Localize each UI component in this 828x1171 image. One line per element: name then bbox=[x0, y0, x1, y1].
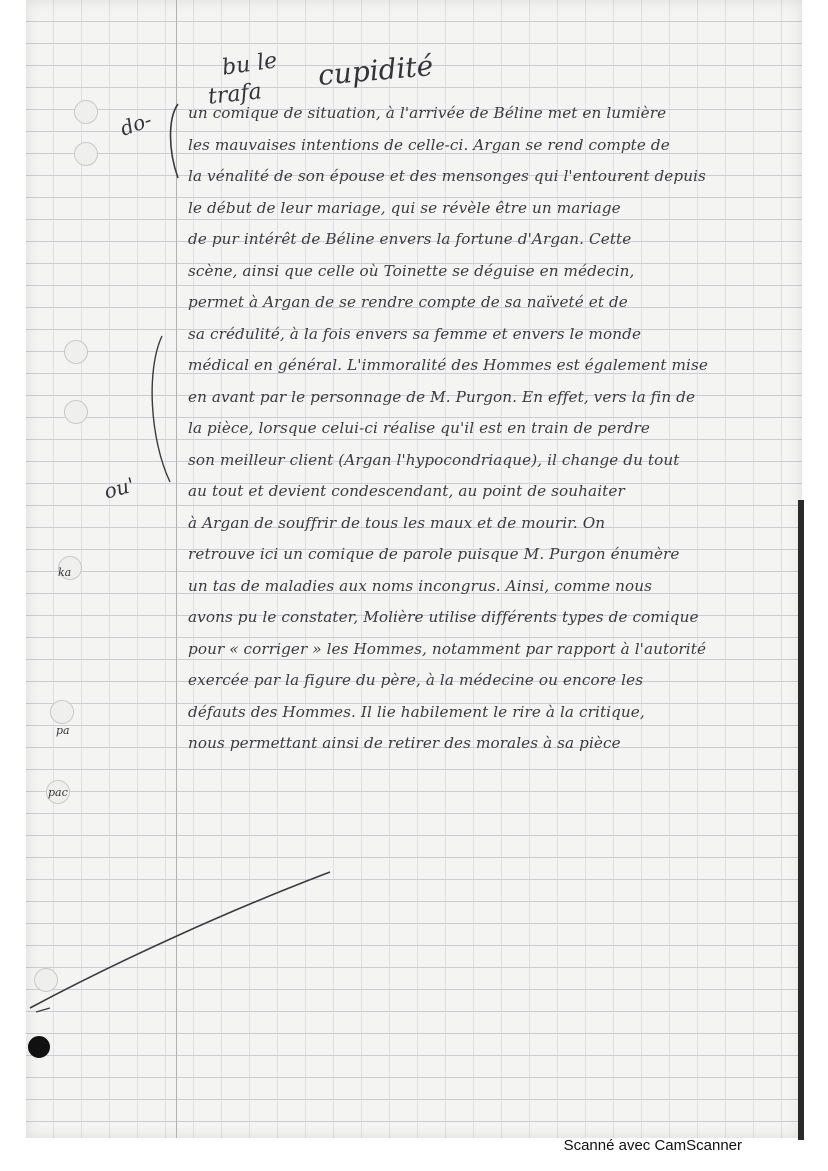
annotation-top-1: bu le bbox=[220, 48, 279, 81]
binder-hole bbox=[64, 340, 88, 364]
annotation-left-4: pa bbox=[56, 724, 70, 737]
text-line: un tas de maladies aux noms incongrus. Ainsi, comme nous bbox=[188, 576, 653, 595]
text-line: nous permettant ainsi de retirer des morales à sa pièce bbox=[188, 734, 621, 752]
text-line: la vénalité de son épouse et des mensonges qui l'entourent depuis bbox=[188, 167, 706, 185]
text-line: les mauvaises intentions de celle-ci. Argan se rend compte de bbox=[188, 135, 670, 154]
annotation-left-5: pac bbox=[48, 786, 68, 799]
annotation-left-3: ka bbox=[58, 566, 72, 579]
text-line: avons pu le constater, Molière utilise différents types de comique bbox=[188, 608, 699, 626]
text-line: son meilleur client (Argan l'hypocondriaque), il change du tout bbox=[188, 450, 680, 469]
binder-hole bbox=[64, 400, 88, 424]
page-edge-shadow bbox=[798, 500, 804, 1140]
binder-hole bbox=[50, 700, 74, 724]
binder-hole bbox=[34, 968, 58, 992]
binder-hole bbox=[74, 100, 98, 124]
text-line: retrouve ici un comique de parole puisque M. Purgon énumère bbox=[188, 545, 680, 563]
text-line: exercée par la figure du père, à la médecine ou encore les bbox=[188, 671, 644, 689]
annotation-left-2: ou' bbox=[101, 472, 138, 504]
annotation-top-3: cupidité bbox=[316, 49, 435, 92]
text-line: un comique de situation, à l'arrivée de Béline met en lumière bbox=[188, 104, 667, 122]
margin-line bbox=[176, 0, 177, 1138]
handwritten-text-body bbox=[188, 98, 796, 760]
text-line: médical en général. L'immoralité des Hommes est également mise bbox=[188, 356, 708, 374]
text-line: le début de leur mariage, qui se révèle être un mariage bbox=[188, 198, 621, 217]
text-line: la pièce, lorsque celui-ci réalise qu'il est en train de perdre bbox=[188, 419, 650, 437]
text-line: permet à Argan de se rendre compte de sa naïveté et de bbox=[188, 293, 628, 311]
scanner-watermark: Scanné avec CamScanner bbox=[563, 1137, 742, 1154]
text-line: pour « corriger » les Hommes, notamment par rapport à l'autorité bbox=[188, 639, 707, 658]
binder-hole-dark bbox=[28, 1036, 50, 1058]
binder-hole bbox=[74, 142, 98, 166]
text-line: en avant par le personnage de M. Purgon. En effet, vers la fin de bbox=[188, 387, 696, 406]
text-line: à Argan de souffrir de tous les maux et de mourir. On bbox=[188, 513, 606, 532]
text-line: sa crédulité, à la fois envers sa femme et envers le monde bbox=[188, 324, 642, 343]
text-line: scène, ainsi que celle où Toinette se déguise en médecin, bbox=[188, 261, 635, 280]
annotation-left-1: do- bbox=[116, 107, 155, 141]
text-line: défauts des Hommes. Il lie habilement le rire à la critique, bbox=[188, 702, 645, 721]
text-line: de pur intérêt de Béline envers la fortune d'Argan. Cette bbox=[188, 230, 632, 248]
text-line: au tout et devient condescendant, au point de souhaiter bbox=[188, 482, 625, 500]
annotation-top-2: trafa bbox=[206, 79, 263, 110]
